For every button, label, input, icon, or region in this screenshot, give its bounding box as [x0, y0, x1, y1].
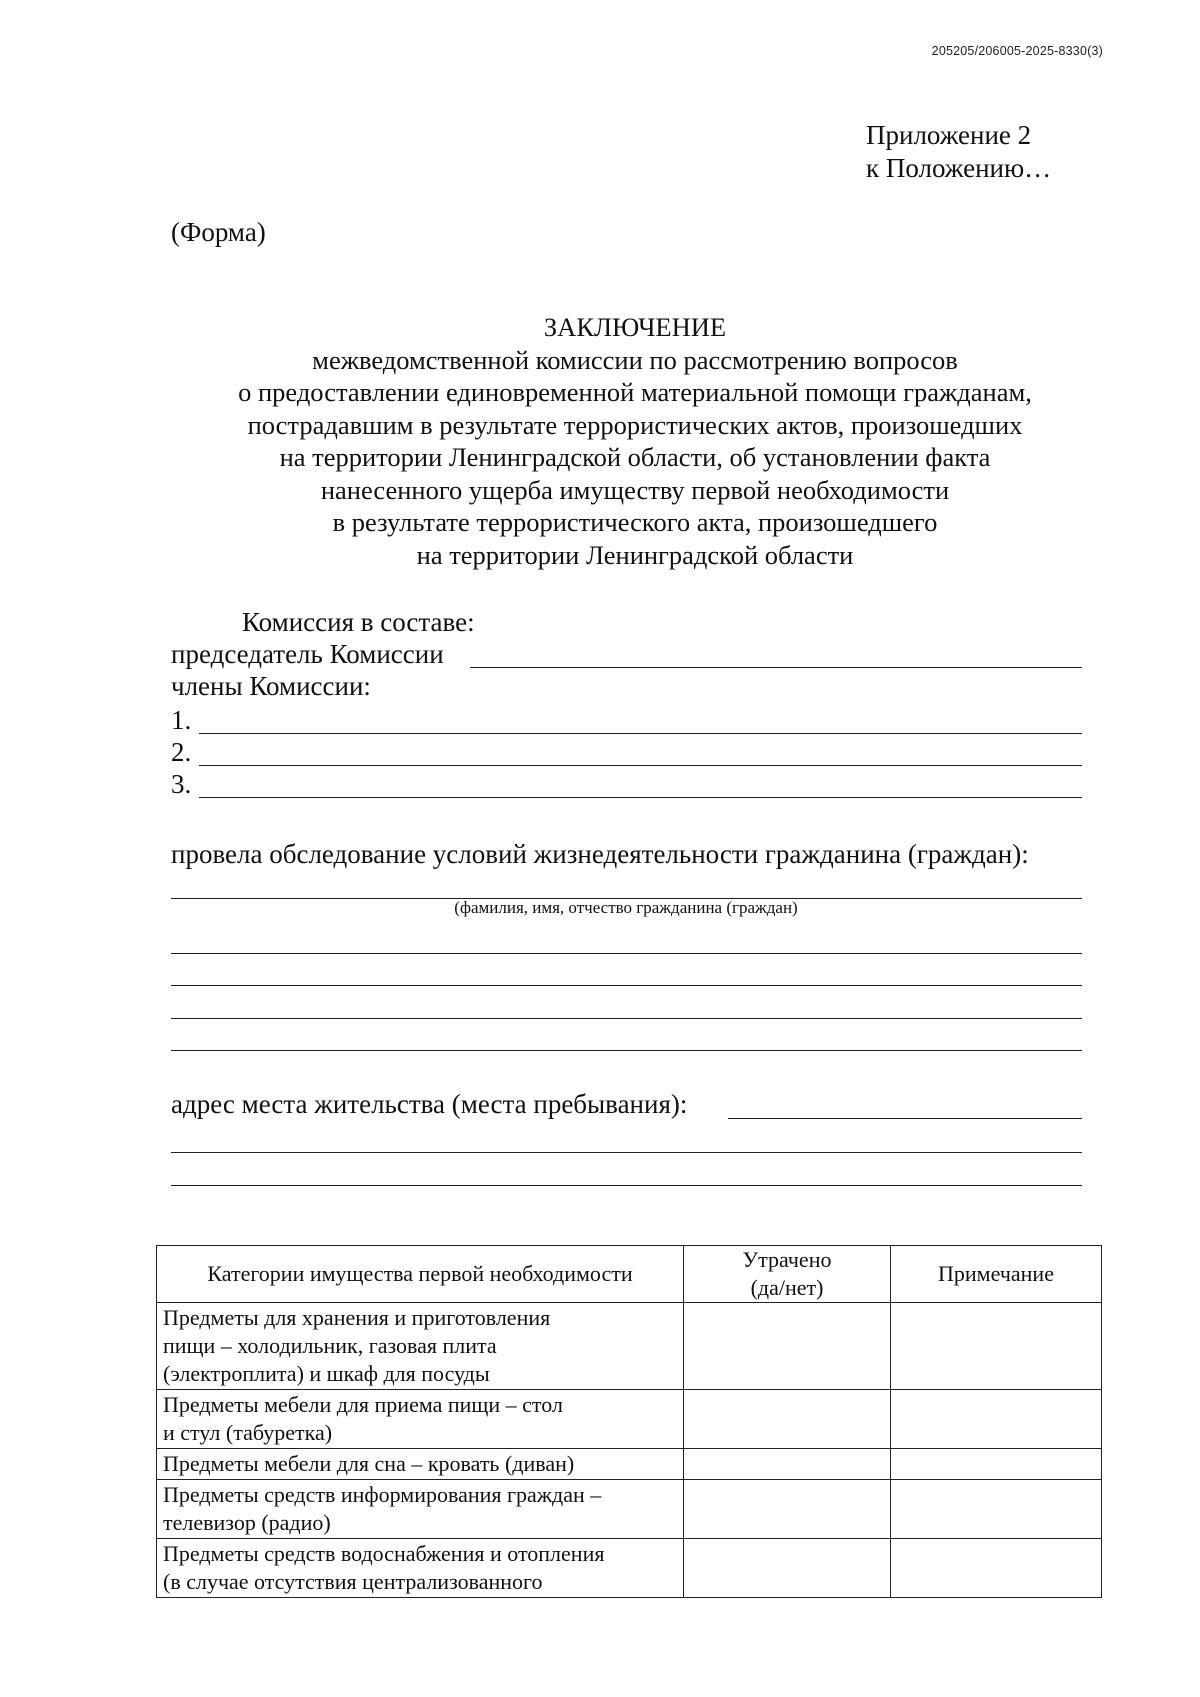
title-heading: ЗАКЛЮЧЕНИЕ: [543, 312, 727, 342]
title-line: межведомственной комиссии по рассмотрению вопросов: [312, 344, 958, 375]
category-line: и стул (табуретка): [163, 1420, 333, 1445]
appendix-reference: [866, 119, 1051, 185]
title-line: на территории Ленинградской области: [416, 539, 854, 570]
header-category: Категории имущества первой необходимости: [157, 1246, 684, 1303]
chairman-field[interactable]: [470, 667, 1082, 668]
lost-cell[interactable]: [684, 1480, 891, 1539]
title-line: о предоставлении единовременной материальной помощи гражданам,: [238, 377, 1032, 407]
appendix-line-1: Приложение 2: [866, 120, 1032, 150]
category-line: (в случае отсутствия централизованного: [163, 1569, 543, 1594]
appendix-line-2: к Положению…: [866, 153, 1052, 183]
survey-blank-line[interactable]: [171, 985, 1082, 986]
note-cell[interactable]: [891, 1303, 1102, 1390]
category-line: Предметы средств информирования граждан –: [163, 1482, 602, 1507]
title-line: на территории Ленинградской области, об установлении факта: [279, 442, 991, 472]
lost-cell[interactable]: [684, 1539, 891, 1598]
address-label: адрес места жительства (места пребывания):: [171, 1089, 688, 1119]
form-label: (Форма): [171, 217, 266, 247]
category-line: телевизор (радио): [163, 1510, 331, 1535]
lost-cell[interactable]: [684, 1303, 891, 1390]
address-field[interactable]: [728, 1118, 1082, 1119]
category-line: (электроплита) и шкаф для посуды: [163, 1361, 490, 1386]
document-title: [140, 311, 1130, 571]
table-header-row: [157, 1246, 1102, 1303]
category-cell: [157, 1303, 684, 1390]
category-cell: [157, 1449, 684, 1480]
title-line: нанесенного ущерба имуществу первой необходимости: [320, 474, 950, 505]
chairman-label: председатель Комиссии: [171, 639, 444, 669]
members-label: члены Комиссии:: [171, 671, 371, 701]
survey-blank-line[interactable]: [171, 1018, 1082, 1019]
member-number: 1.: [171, 705, 192, 735]
note-cell[interactable]: [891, 1480, 1102, 1539]
header-lost-line: (да/нет): [750, 1275, 824, 1300]
title-line: в результате террористического акта, произошедшего: [332, 507, 938, 537]
survey-label: провела обследование условий жизнедеятельности гражданина (граждан):: [171, 839, 1029, 869]
citizen-name-caption: (фамилия, имя, отчество гражданина (граждан): [454, 898, 798, 917]
category-cell: [157, 1480, 684, 1539]
category-line: Предметы для хранения и приготовления: [163, 1305, 551, 1330]
document-id: 205205/206005-2025-8330(3): [931, 44, 1103, 58]
category-line: Предметы мебели для сна – кровать (диван): [163, 1451, 575, 1476]
category-line: Предметы средств водоснабжения и отопления: [163, 1541, 605, 1566]
header-lost-line: Утрачено: [742, 1247, 832, 1272]
category-line: Предметы мебели для приема пищи – стол: [163, 1392, 563, 1417]
address-blank-line[interactable]: [171, 1185, 1082, 1186]
survey-blank-line[interactable]: [171, 1050, 1082, 1051]
property-table: [156, 1245, 1102, 1598]
title-line: пострадавшим в результате террористических актов, произошедших: [247, 409, 1023, 440]
table-row: [157, 1303, 1102, 1390]
category-cell: [157, 1390, 684, 1449]
survey-blank-line[interactable]: [171, 953, 1082, 954]
category-line: пищи – холодильник, газовая плита: [163, 1333, 497, 1358]
header-lost: [684, 1246, 891, 1303]
table-row: [157, 1480, 1102, 1539]
lost-cell[interactable]: [684, 1390, 891, 1449]
header-note: Примечание: [891, 1246, 1102, 1303]
lost-cell[interactable]: [684, 1449, 891, 1480]
note-cell[interactable]: [891, 1539, 1102, 1598]
member-2-field[interactable]: [199, 765, 1082, 766]
table-row: [157, 1390, 1102, 1449]
table-row: [157, 1539, 1102, 1598]
commission-intro: Комиссия в составе:: [242, 607, 475, 637]
address-blank-line[interactable]: [171, 1152, 1082, 1153]
table-row: [157, 1449, 1102, 1480]
category-cell: [157, 1539, 684, 1598]
member-number: 2.: [171, 737, 192, 767]
member-1-field[interactable]: [199, 733, 1082, 734]
member-3-field[interactable]: [199, 797, 1082, 798]
note-cell[interactable]: [891, 1390, 1102, 1449]
note-cell[interactable]: [891, 1449, 1102, 1480]
member-number: 3.: [171, 769, 192, 799]
